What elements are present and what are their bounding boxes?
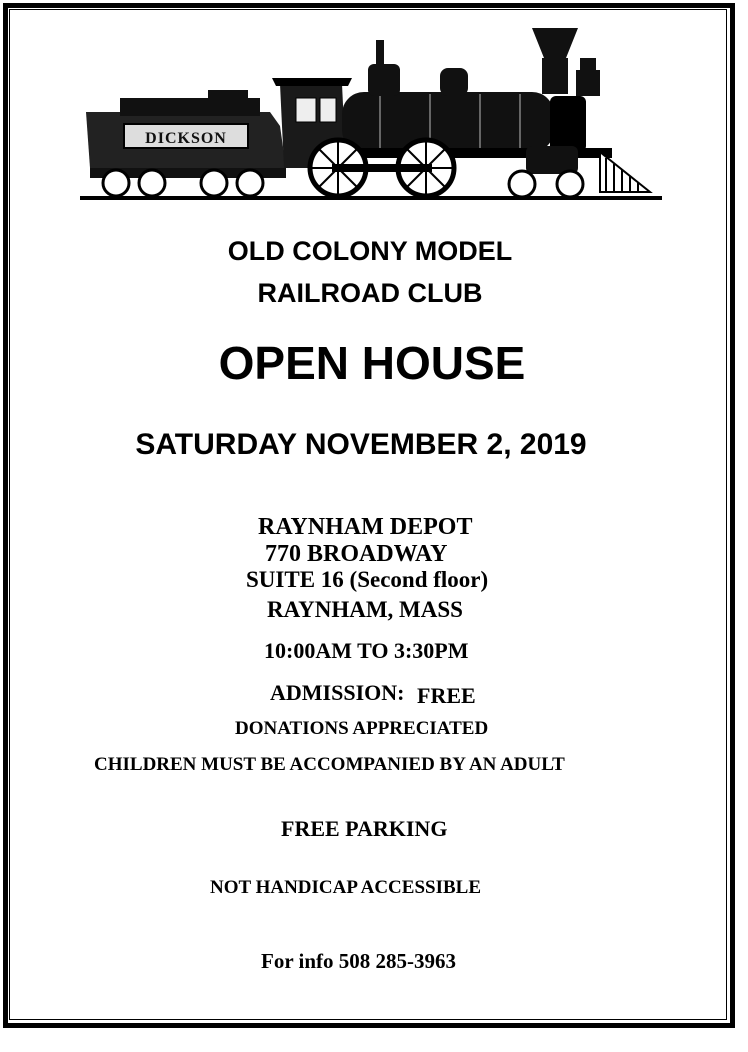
suite-info: SUITE 16 (Second floor) xyxy=(246,567,489,592)
children-note: CHILDREN MUST BE ACCOMPANIED BY AN ADULT xyxy=(94,754,565,775)
admission-value: FREE xyxy=(417,683,476,708)
event-hours: 10:00AM TO 3:30PM xyxy=(264,638,469,663)
tender-name: DICKSON xyxy=(145,130,227,147)
venue-name: RAYNHAM DEPOT xyxy=(258,514,473,540)
contact-info: For info 508 285-3963 xyxy=(261,949,457,973)
town-state: RAYNHAM, MASS xyxy=(267,597,463,622)
club-name-line1: OLD COLONY MODEL xyxy=(227,236,513,266)
accessibility-note: NOT HANDICAP ACCESSIBLE xyxy=(210,877,482,898)
parking-note: FREE PARKING xyxy=(281,816,448,841)
donations-note: DONATIONS APPRECIATED xyxy=(235,718,489,739)
event-date: SATURDAY NOVEMBER 2, 2019 xyxy=(135,428,587,461)
street-address: 770 BROADWAY xyxy=(265,541,448,567)
event-title: OPEN HOUSE xyxy=(218,337,526,389)
admission-label: ADMISSION: xyxy=(270,680,405,705)
steam-locomotive-illustration xyxy=(80,28,662,204)
club-name-line2: RAILROAD CLUB xyxy=(257,278,483,308)
